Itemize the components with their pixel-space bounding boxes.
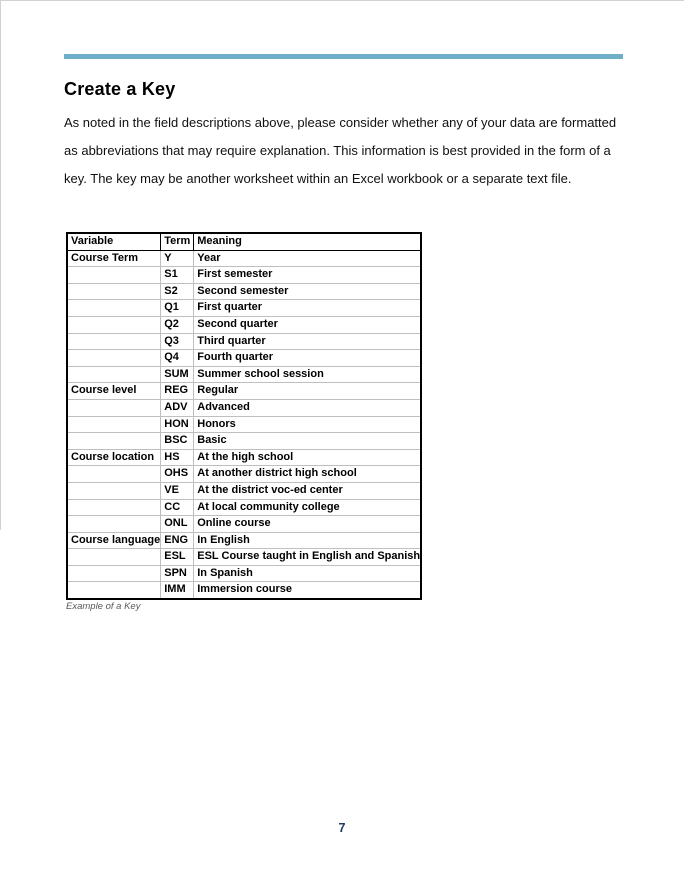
table-row [67, 516, 421, 533]
table-row [67, 350, 421, 367]
body-paragraph: As noted in the field descriptions above, please consider whether any of your data are formatted as abbreviations that may require explanation. This information is best provided in the form of a key. The key may be another worksheet within an Excel workbook or a separate text file. [64, 115, 617, 186]
table-row [67, 300, 421, 317]
table-cell: Year [194, 250, 421, 267]
table-cell [67, 565, 161, 582]
table-cell: At the high school [194, 449, 421, 466]
table-cell [67, 582, 161, 599]
page-edge-left [0, 0, 1, 530]
table-cell: BSC [161, 433, 194, 450]
table-row [67, 250, 421, 267]
table-cell: ENG [161, 532, 194, 549]
table-row [67, 549, 421, 566]
table-cell: Q3 [161, 333, 194, 350]
table-cell [67, 482, 161, 499]
table-cell: Honors [194, 416, 421, 433]
table-row [67, 499, 421, 516]
table-cell [67, 366, 161, 383]
page-edge-top [0, 0, 684, 1]
table-row [67, 399, 421, 416]
table-row [67, 466, 421, 483]
table-cell: SPN [161, 565, 194, 582]
table-cell [67, 399, 161, 416]
table-cell: ESL Course taught in English and Spanish [194, 549, 421, 566]
table-row [67, 565, 421, 582]
table-cell: Course location [67, 449, 161, 466]
table-cell: Course Term [67, 250, 161, 267]
table-row [67, 433, 421, 450]
table-row [67, 316, 421, 333]
table-cell: Y [161, 250, 194, 267]
table-cell [67, 416, 161, 433]
key-table [66, 232, 422, 600]
table-cell: OHS [161, 466, 194, 483]
table-cell: ONL [161, 516, 194, 533]
table-cell [67, 350, 161, 367]
table-cell: S2 [161, 283, 194, 300]
table-cell: ESL [161, 549, 194, 566]
table-cell: Second semester [194, 283, 421, 300]
table-cell: Q4 [161, 350, 194, 367]
key-table-body [67, 250, 421, 599]
table-cell: In Spanish [194, 565, 421, 582]
table-cell: Q1 [161, 300, 194, 317]
table-header-row [67, 233, 421, 250]
table-cell: CC [161, 499, 194, 516]
table-cell [67, 333, 161, 350]
table-cell: In English [194, 532, 421, 549]
column-header-variable: Variable [67, 233, 161, 250]
table-cell: Advanced [194, 399, 421, 416]
table-cell [67, 549, 161, 566]
table-cell: Q2 [161, 316, 194, 333]
accent-rule [64, 54, 623, 59]
table-row [67, 532, 421, 549]
table-cell: HS [161, 449, 194, 466]
table-cell: IMM [161, 582, 194, 599]
table-cell: Third quarter [194, 333, 421, 350]
table-cell: SUM [161, 366, 194, 383]
table-cell: REG [161, 383, 194, 400]
table-cell: HON [161, 416, 194, 433]
table-cell: Second quarter [194, 316, 421, 333]
table-cell: Summer school session [194, 366, 421, 383]
table-cell [67, 499, 161, 516]
table-cell: At another district high school [194, 466, 421, 483]
table-cell: Fourth quarter [194, 350, 421, 367]
page-number: 7 [338, 821, 346, 835]
table-cell [67, 316, 161, 333]
table-cell [67, 516, 161, 533]
table-cell: VE [161, 482, 194, 499]
table-cell [67, 300, 161, 317]
table-row [67, 582, 421, 599]
table-cell: Course language [67, 532, 161, 549]
table-cell: First semester [194, 267, 421, 284]
table-cell: At local community college [194, 499, 421, 516]
table-caption: Example of a Key [66, 601, 141, 612]
column-header-term: Term [161, 233, 194, 250]
table-row [67, 267, 421, 284]
table-cell: First quarter [194, 300, 421, 317]
table-cell: Course level [67, 383, 161, 400]
table-cell [67, 267, 161, 284]
table-cell [67, 433, 161, 450]
table-row [67, 283, 421, 300]
table-row [67, 416, 421, 433]
page-title: Create a Key [64, 79, 176, 99]
table-cell: Regular [194, 383, 421, 400]
table-cell [67, 283, 161, 300]
table-cell: S1 [161, 267, 194, 284]
table-row [67, 366, 421, 383]
table-row [67, 333, 421, 350]
table-row [67, 383, 421, 400]
table-cell: Immersion course [194, 582, 421, 599]
table-row [67, 482, 421, 499]
table-cell: At the district voc-ed center [194, 482, 421, 499]
table-cell: ADV [161, 399, 194, 416]
table-cell: Online course [194, 516, 421, 533]
table-row [67, 449, 421, 466]
column-header-meaning: Meaning [194, 233, 421, 250]
table-cell: Basic [194, 433, 421, 450]
table-cell [67, 466, 161, 483]
